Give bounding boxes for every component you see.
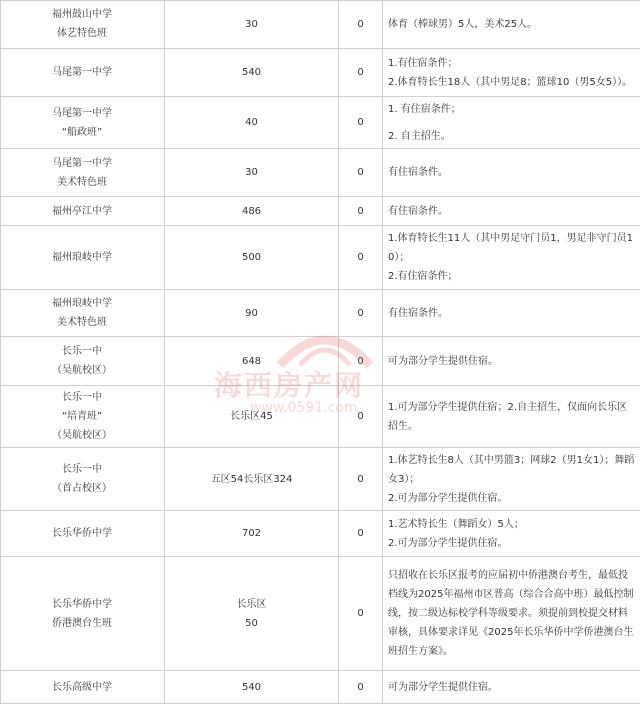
notes-cell: [383, 149, 640, 196]
note-line: 只招收在长乐区报考的应届初中侨港澳台考生，最低投档线为2025年福州市区普高（综合合高中班）最低控制线，按二级达标校学科等级要求。须提前到校提交材料审核，具体要求详见《2025年长乐华侨中学侨港澳台生班招生方案》。: [388, 570, 634, 657]
notes-cell: [383, 337, 640, 385]
extra-text: 0: [357, 307, 364, 319]
note-line: 2.可为部分学生提供住宿。: [388, 492, 508, 504]
school-cell: [0, 197, 165, 225]
school-text: 马尾第一中学: [52, 67, 112, 78]
plan-text: 30: [245, 18, 258, 30]
school-cell: [0, 49, 165, 96]
extra-text: 0: [357, 117, 364, 128]
grid-left-border: [0, 0, 1, 704]
plan-cell: [165, 448, 339, 510]
extra-cell: [339, 671, 383, 703]
school-text: 马尾第一中学: [52, 157, 112, 169]
school-text: （吴航校区）: [52, 365, 112, 376]
notes-cell: [383, 386, 640, 447]
extra-cell: [339, 0, 383, 48]
notes-cell: [383, 557, 640, 670]
extra-text: 0: [357, 252, 364, 263]
table-row: [0, 290, 640, 337]
plan-text: 90: [245, 307, 258, 319]
extra-text: 0: [357, 608, 364, 619]
extra-text: 0: [357, 18, 364, 30]
plan-text: 长乐区: [236, 598, 267, 610]
extra-cell: [339, 226, 383, 289]
extra-cell: [339, 448, 383, 510]
school-cell: [0, 337, 165, 385]
note-line: 有住宿条件。: [388, 167, 448, 178]
plan-text: 540: [241, 67, 262, 78]
school-cell: [0, 226, 165, 289]
school-text: 福州琅岐中学: [52, 252, 112, 263]
plan-cell: [165, 197, 339, 225]
note-line: 1.可为部分学生提供住宿；2.自主招生，仅面向长乐区招生。: [388, 401, 628, 432]
note-line: 有住宿条件。: [388, 205, 448, 217]
extra-cell: [339, 557, 383, 670]
school-cell: [0, 97, 165, 148]
extra-text: 0: [357, 681, 364, 693]
notes-cell: [383, 49, 640, 96]
extra-cell: [339, 386, 383, 447]
table-row: [0, 226, 640, 290]
note-line: 有住宿条件。: [388, 307, 448, 319]
plan-cell: [165, 149, 339, 196]
school-text: 长乐一中: [62, 346, 102, 357]
plan-cell: [165, 511, 339, 556]
note-line: 2. 自主招生。: [388, 130, 451, 142]
school-text: 长乐华侨中学: [52, 598, 112, 610]
note-line: 1.艺术特长生（舞蹈女）5人；: [388, 518, 524, 530]
school-cell: [0, 557, 165, 670]
plan-text: 长乐区45: [230, 411, 273, 422]
plan-text: 500: [241, 252, 262, 263]
extra-text: 0: [357, 528, 364, 539]
school-text: 福州亭江中学: [52, 205, 112, 217]
extra-text: 0: [357, 67, 364, 78]
plan-text: 540: [241, 681, 262, 693]
plan-cell: [165, 557, 339, 670]
school-text: 长乐高级中学: [52, 681, 112, 693]
school-text: 长乐一中: [62, 464, 102, 475]
notes-cell: [383, 671, 640, 703]
plan-text: 486: [241, 205, 262, 217]
plan-cell: [165, 226, 339, 289]
notes-cell: [383, 197, 640, 225]
table-row: [0, 511, 640, 557]
plan-cell: [165, 386, 339, 447]
note-line: 1.体育特长生11人（其中男足守门员1，男足非守门员10）；: [388, 233, 633, 263]
school-text: （首占校区）: [52, 483, 112, 494]
note-line: 1. 有住宿条件；: [388, 103, 461, 115]
extra-text: 0: [357, 411, 364, 422]
school-text: “培青班”: [61, 411, 103, 422]
table-row: [0, 557, 640, 671]
school-text: “船政班”: [61, 126, 103, 138]
table-row: [0, 671, 640, 704]
extra-text: 0: [357, 167, 364, 178]
extra-cell: [339, 49, 383, 96]
plan-cell: [165, 0, 339, 48]
table-row: [0, 386, 640, 448]
extra-text: 0: [357, 355, 364, 367]
note-line: 可为部分学生提供住宿。: [388, 681, 498, 693]
notes-cell: [383, 97, 640, 148]
table-row: [0, 0, 640, 49]
extra-cell: [339, 197, 383, 225]
table-row: [0, 197, 640, 226]
watermark-title: 海西房产网: [214, 369, 365, 402]
extra-cell: [339, 149, 383, 196]
school-text: （吴航校区）: [52, 430, 112, 441]
table-row: [0, 337, 640, 386]
plan-text: 50: [245, 617, 258, 629]
extra-cell: [339, 290, 383, 336]
notes-cell: [383, 511, 640, 556]
table-row: [0, 149, 640, 197]
note-line: 体育（棒球男）5人，美术25人。: [388, 18, 538, 30]
notes-cell: [383, 0, 640, 48]
notes-cell: [383, 448, 640, 510]
school-text: 马尾第一中学: [52, 107, 112, 119]
school-text: 福州鼓山中学: [52, 9, 112, 20]
extra-cell: [339, 337, 383, 385]
school-text: 长乐一中: [62, 392, 102, 403]
notes-cell: [383, 226, 640, 289]
table-row: [0, 49, 640, 97]
school-cell: [0, 448, 165, 510]
plan-text: 五区54长乐区324: [210, 473, 293, 485]
note-line: 2.有住宿条件；: [388, 271, 458, 282]
school-cell: [0, 149, 165, 196]
note-line: 1.有住宿条件；: [388, 57, 458, 69]
school-cell: [0, 0, 165, 48]
note-line: 1.体艺特长生8人（其中男篮3；网球2（男1女1）；舞蹈女3）；: [388, 454, 635, 485]
plan-text: 30: [245, 167, 258, 178]
school-cell: [0, 511, 165, 556]
school-text: 侨港澳台生班: [52, 617, 112, 629]
note-line: 可为部分学生提供住宿。: [388, 355, 498, 367]
plan-text: 648: [241, 355, 262, 367]
plan-text: 40: [245, 117, 258, 128]
plan-cell: [165, 671, 339, 703]
plan-cell: [165, 290, 339, 336]
school-text: 美术特色班: [57, 317, 107, 328]
grid-top-border: [0, 0, 640, 1]
extra-text: 0: [357, 205, 364, 217]
plan-cell: [165, 97, 339, 148]
school-text: 美术特色班: [57, 176, 107, 188]
notes-cell: [383, 290, 640, 336]
plan-cell: [165, 49, 339, 96]
extra-cell: [339, 97, 383, 148]
school-text: 体艺特色班: [57, 28, 107, 39]
extra-text: 0: [357, 473, 364, 485]
school-cell: [0, 671, 165, 703]
school-cell: [0, 386, 165, 447]
school-cell: [0, 290, 165, 336]
note-line: 2.体育特长生18人（其中男足8；篮球10（男5女5））。: [388, 76, 633, 88]
school-text: 福州琅岐中学: [52, 298, 112, 309]
plan-cell: [165, 337, 339, 385]
table-row: [0, 448, 640, 511]
note-line: 2.可为部分学生提供住宿。: [388, 537, 508, 549]
plan-text: 702: [241, 528, 262, 539]
watermark-site: www.0591.com: [250, 400, 358, 416]
school-text: 长乐华侨中学: [52, 528, 112, 539]
table-row: [0, 97, 640, 149]
extra-cell: [339, 511, 383, 556]
